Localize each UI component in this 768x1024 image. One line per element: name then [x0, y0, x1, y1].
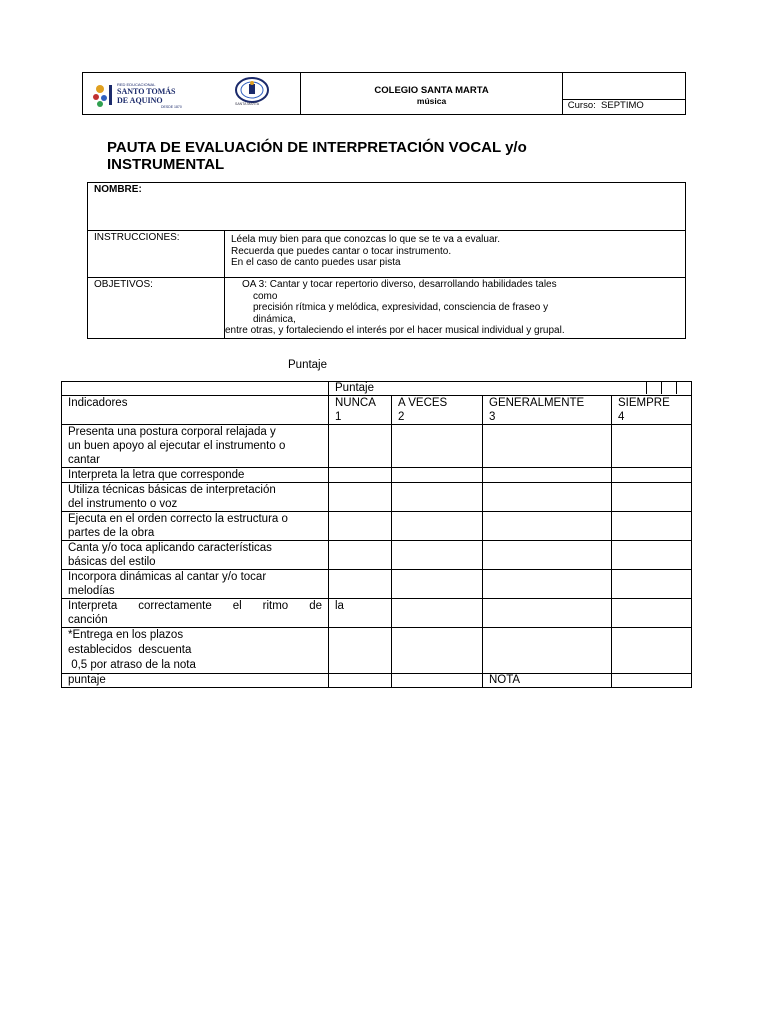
indicator-cell: [62, 468, 329, 483]
svg-text:SANTO TOMÁS: SANTO TOMÁS: [117, 87, 176, 96]
crest-caption: SANTA MARTA: [235, 102, 260, 106]
score-cell[interactable]: [392, 468, 483, 483]
overflow-word: la: [335, 600, 344, 612]
score-cell[interactable]: [483, 628, 612, 674]
school-name: COLEGIO SANTA MARTA: [374, 84, 489, 96]
col-a-veces: [392, 396, 483, 425]
nota-value-cell[interactable]: [612, 674, 692, 688]
score-cell[interactable]: [483, 599, 612, 628]
indicator-line: partes de la obra: [68, 527, 155, 539]
indicator-line: Interpreta la letra que corresponde: [68, 469, 245, 481]
score-cell[interactable]: [329, 468, 392, 483]
score-cell[interactable]: [612, 512, 692, 541]
indicator-cell: [62, 425, 329, 468]
blank-header-cell: [62, 382, 329, 396]
title-line-1: PAUTA DE EVALUACIÓN DE INTERPRETACIÓN VOCAL y/o: [107, 139, 527, 156]
score-cell[interactable]: [392, 674, 483, 688]
table-row: [62, 541, 692, 570]
indicator-cell: [62, 512, 329, 541]
puntaje-caption: Puntaje: [288, 359, 328, 371]
score-cell[interactable]: [392, 483, 483, 512]
blank-box: [563, 73, 685, 100]
score-cell[interactable]: [329, 628, 392, 674]
score-cell[interactable]: [612, 599, 692, 628]
score-cell[interactable]: [392, 599, 483, 628]
score-cell[interactable]: [392, 425, 483, 468]
score-cell[interactable]: [329, 674, 392, 688]
instruccion-line: Recuerda que puedes cantar o tocar instrumento.: [231, 245, 452, 257]
col-siempre: [612, 396, 692, 425]
indicator-cell: [62, 541, 329, 570]
score-cell[interactable]: [329, 570, 392, 599]
objetivo-line: OA 3: Cantar y tocar repertorio diverso, desarrollando habilidades tales: [242, 279, 557, 290]
objetivos-text: [225, 278, 686, 339]
evaluation-table: [61, 381, 692, 688]
score-cell[interactable]: [483, 468, 612, 483]
svg-text:DE AQUINO: DE AQUINO: [117, 96, 163, 105]
instrucciones-text: [225, 231, 686, 278]
indicator-cell: [62, 483, 329, 512]
score-cell[interactable]: [612, 570, 692, 599]
col-value: 4: [618, 411, 625, 423]
indicator-line: un buen apoyo al ejecutar el instrumento o: [68, 440, 286, 452]
score-cell[interactable]: [483, 483, 612, 512]
logos-cell: [83, 73, 301, 115]
score-cell[interactable]: [612, 483, 692, 512]
course-line: [568, 100, 644, 111]
col-name: SIEMPRE: [618, 397, 670, 409]
indicator-line: establecidos descuenta: [68, 644, 192, 656]
instruccion-line: Léela muy bien para que conozcas lo que se te va a evaluar.: [231, 234, 501, 245]
small-box: [661, 382, 676, 394]
col-name: NUNCA: [335, 397, 376, 409]
indicator-cell: [62, 628, 329, 674]
col-name: A VECES: [398, 397, 448, 409]
nombre-field[interactable]: [88, 183, 686, 231]
table-row: [62, 425, 692, 468]
col-name: GENERALMENTE: [489, 397, 585, 409]
table-footer-row: [62, 674, 692, 688]
table-row: [62, 468, 692, 483]
col-value: 2: [398, 411, 405, 423]
table-row: [62, 483, 692, 512]
indicator-line: Utiliza técnicas básicas de interpretación: [68, 484, 276, 496]
title-line-2: INSTRUMENTAL: [107, 156, 225, 173]
score-cell[interactable]: [483, 425, 612, 468]
svg-text:RED EDUCACIONAL: RED EDUCACIONAL: [117, 82, 156, 87]
course-label: Curso:: [567, 100, 596, 111]
small-box: [676, 382, 691, 394]
score-cell[interactable]: [329, 483, 392, 512]
indicator-line: Incorpora dinámicas al cantar y/o tocar: [68, 571, 267, 583]
score-cell[interactable]: [483, 541, 612, 570]
indicator-line: Presenta una postura corporal relajada y: [68, 426, 276, 438]
score-cell[interactable]: [483, 512, 612, 541]
score-cell[interactable]: [392, 628, 483, 674]
instrucciones-label: INSTRUCCIONES:: [88, 231, 225, 278]
indicator-line: básicas del estilo: [68, 556, 156, 568]
indicator-cell: [62, 570, 329, 599]
score-cell[interactable]: [612, 628, 692, 674]
indicator-line: Interpreta correctamente el ritmo de: [68, 600, 322, 612]
objetivo-line: precisión rítmica y melódica, expresividad, consciencia de fraseo y: [253, 302, 549, 313]
score-cell[interactable]: [392, 541, 483, 570]
puntaje-header: [329, 382, 692, 396]
score-cell[interactable]: [392, 512, 483, 541]
col-generalmente: [483, 396, 612, 425]
course-cell: [562, 73, 685, 115]
indicator-line: melodías: [68, 585, 115, 597]
indicadores-header: Indicadores: [62, 396, 329, 425]
instruccion-line: En el caso de canto puedes usar pista: [231, 257, 401, 268]
table-row: [62, 570, 692, 599]
indicator-cell: [62, 599, 329, 628]
small-box: [646, 382, 661, 394]
course-value: SEPTIMO: [601, 100, 644, 111]
nota-label: NOTA: [483, 674, 612, 688]
col-value: 1: [335, 411, 342, 423]
svg-text:DESDE 1870: DESDE 1870: [161, 105, 182, 109]
objetivo-line: como: [253, 290, 278, 302]
indicator-line: Ejecuta en el orden correcto la estructura o: [68, 513, 288, 525]
school-cell: [301, 73, 562, 115]
page-title: [107, 139, 667, 173]
objetivos-label: OBJETIVOS:: [88, 278, 225, 339]
puntaje-header-label: Puntaje: [335, 382, 375, 394]
nombre-label: NOMBRE:: [94, 184, 142, 195]
header-table: [82, 72, 686, 115]
subject-name: música: [416, 95, 447, 106]
indicator-line: Canta y/o toca aplicando características: [68, 542, 272, 554]
score-cell[interactable]: [612, 541, 692, 570]
score-cell[interactable]: [392, 570, 483, 599]
table-row: [62, 512, 692, 541]
indicator-line: cantar: [68, 454, 100, 466]
table-row: [62, 599, 692, 628]
score-cell[interactable]: [612, 425, 692, 468]
puntaje-footer-label: puntaje: [62, 674, 329, 688]
indicator-line: del instrumento o voz: [68, 498, 178, 510]
score-cell[interactable]: [483, 570, 612, 599]
score-cell[interactable]: [329, 425, 392, 468]
student-info-table: [87, 182, 686, 339]
objetivo-line: dinámica,: [253, 313, 296, 325]
santo-tomas-logo: [91, 79, 211, 109]
score-cell[interactable]: [329, 599, 392, 628]
score-cell[interactable]: [329, 541, 392, 570]
col-value: 3: [489, 411, 496, 423]
score-cell[interactable]: [612, 468, 692, 483]
score-cell[interactable]: [329, 512, 392, 541]
objetivo-line: entre otras, y fortaleciendo el interés por el hacer musical individual y grupal.: [225, 325, 565, 336]
col-nunca: [329, 396, 392, 425]
indicator-line: 0,5 por atraso de la nota: [68, 659, 196, 671]
table-row: [62, 628, 692, 674]
indicator-line: *Entrega en los plazos: [68, 629, 184, 641]
indicator-line: canción: [68, 614, 108, 626]
